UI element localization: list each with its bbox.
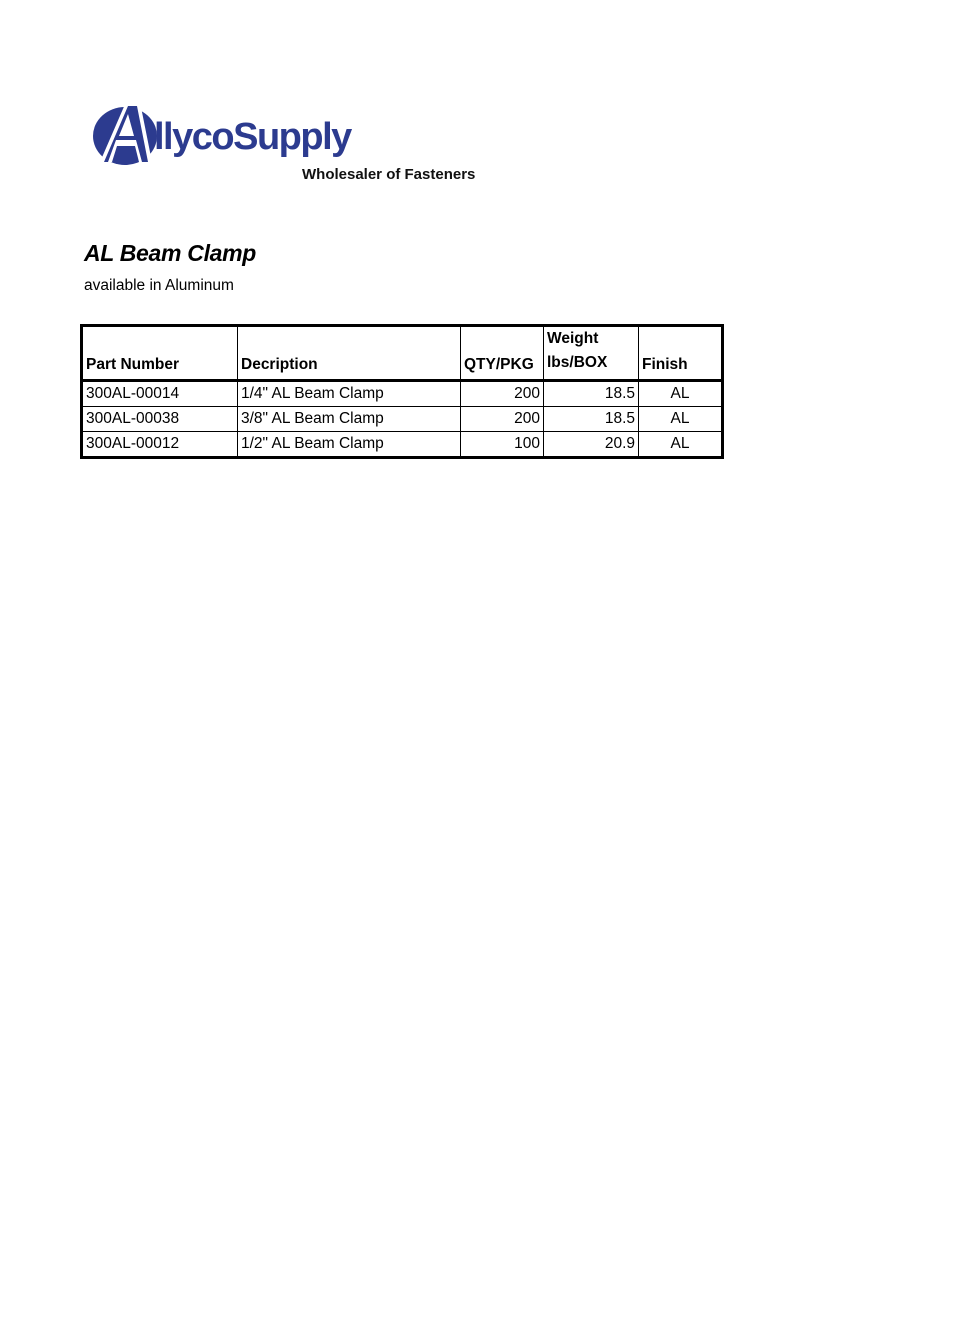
cell-qty: 100 [461,432,544,458]
cell-qty: 200 [461,381,544,407]
page-subtitle: available in Aluminum [84,277,234,294]
cell-part-number: 300AL-00014 [82,381,238,407]
cell-part-number: 300AL-00038 [82,407,238,432]
logo-a-emblem-icon [92,100,158,168]
header-qty-pkg: QTY/PKG [461,326,544,381]
table-row [82,432,723,458]
cell-description: 1/2" AL Beam Clamp [238,432,461,458]
cell-weight: 18.5 [544,381,639,407]
table-header-row [82,326,723,381]
cell-part-number: 300AL-00012 [82,432,238,458]
logo-wordmark: llycoSupply [154,116,351,158]
header-description: Decription [238,326,461,381]
cell-finish: AL [639,432,723,458]
product-table [80,324,724,459]
cell-qty: 200 [461,407,544,432]
cell-weight: 20.9 [544,432,639,458]
header-weight [544,326,639,381]
cell-finish: AL [639,381,723,407]
header-weight-line2: lbs/BOX [547,354,608,371]
header-part-number: Part Number [82,326,238,381]
cell-description: 1/4" AL Beam Clamp [238,381,461,407]
cell-finish: AL [639,407,723,432]
cell-weight: 18.5 [544,407,639,432]
header-weight-line1: Weight [547,330,599,347]
logo-tagline: Wholesaler of Fasteners [302,166,476,183]
table-row [82,407,723,432]
cell-description: 3/8" AL Beam Clamp [238,407,461,432]
company-logo [92,100,492,186]
header-finish: Finish [639,326,723,381]
table-row [82,381,723,407]
page-title: AL Beam Clamp [84,240,257,266]
